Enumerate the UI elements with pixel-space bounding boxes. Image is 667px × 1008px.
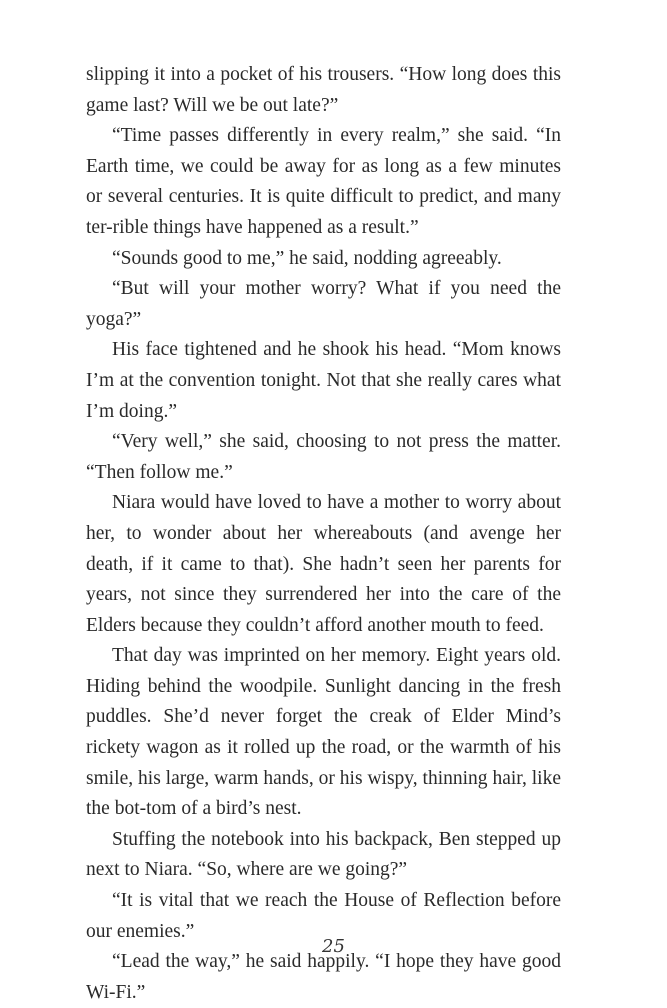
paragraph: “Lead the way,” he said happily. “I hope they have good Wi-Fi.” (86, 951, 561, 1003)
paragraph: “Very well,” she said, choosing to not press the matter. “Then follow me.” (86, 431, 561, 483)
paragraph: Niara would have loved to have a mother to worry about her, to wonder about her whereabouts (and avenge her death, if it came to that). She hadn’t seen her parents for years, not since they surrendered her into the care of the Elders because they couldn’t afford another mouth to feed. (86, 492, 561, 636)
paragraph: Stuffing the notebook into his backpack, Ben stepped up next to Niara. “So, where are we going?” (86, 828, 561, 881)
paragraph: “Time passes differently in every realm,” she said. “In Earth time, we could be away for as long as a few minutes or several centuries. It is quite difficult to predict, and many ter-rible things have happened as a result.” (86, 125, 561, 238)
paragraph: “Sounds good to me,” he said, nodding agreeably. (112, 247, 502, 269)
paragraph: “It is vital that we reach the House of Reflection before our enemies.” (86, 890, 561, 942)
paragraph: “But will your mother worry? What if you need the yoga?” (86, 278, 561, 330)
page-body (86, 60, 561, 1008)
paragraph: slipping it into a pocket of his trousers. “How long does this game last? Will we be out late?” (86, 64, 561, 116)
paragraph: That day was imprinted on her memory. Eight years old. Hiding behind the woodpile. Sunlight dancing in the fresh puddles. She’d never forget the creak of Elder Mind’s rickety wagon as it rolled up the road, or the warmth of his smile, his large, warm hands, or his wispy, thinning hair, like the bot-tom of a bird’s nest. (86, 645, 561, 820)
page-number: 25 (322, 936, 345, 957)
paragraph: His face tightened and he shook his head. “Mom knows I’m at the convention tonight. Not that she really cares what I’m doing.” (86, 339, 561, 422)
